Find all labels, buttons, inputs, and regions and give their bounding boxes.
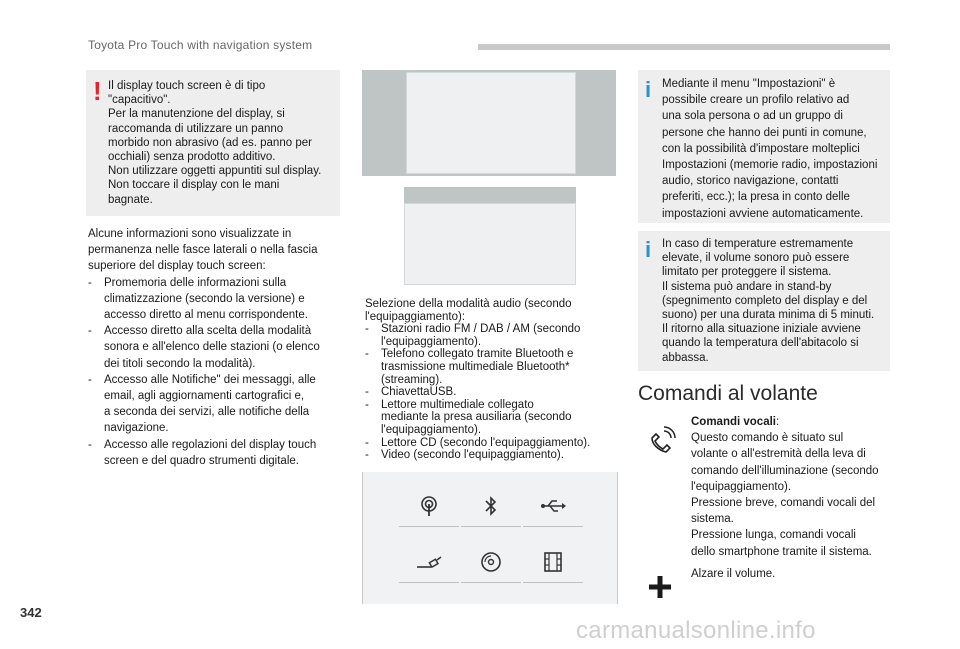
- info-note-profiles: [638, 70, 890, 223]
- list-item: - Accesso diretto alla scelta della modalità sonora e all'elenco delle stazioni (o elenco dei titoli secondo la modalità).: [88, 323, 344, 372]
- list-item: - Promemoria delle informazioni sulla climatizzazione (secondo la versione) e accesso diretto al menu corrispondente.: [88, 275, 344, 324]
- display-illustration-top: [362, 70, 616, 176]
- list-item: - Stazioni radio FM / DAB / AM (secondo l'equipaggiamento).: [365, 323, 615, 348]
- display-info-paragraph: Alcune informazioni sono visualizzate in permanenza nelle fasce laterali o nella fascia superiore del display touch screen: - Promemoria delle informazioni sulla climatizzazione (secondo la versione) e accesso diretto al menu corrispondente. - Accesso diretto alla scelta della modalità sonora e all'elenco delle stazioni (o elenco dei titoli secondo la modalità). - Accesso alle Notifiche" dei messaggi, alle email, agli aggiornamenti cartografici e, a seconda dei servizi, alle notifiche della navigazione. - Accesso alle regolazioni del display touch screen e del quadro strumenti digitale.: [88, 226, 344, 469]
- list-item: - Accesso alle Notifiche" dei messaggi, alle email, agli aggiornamenti cartografici e, a seconda dei servizi, alle notifiche della navigazione.: [88, 372, 344, 437]
- bluetooth-icon: [461, 486, 521, 527]
- voice-command-icon: [646, 424, 678, 461]
- aux-cable-icon: [399, 542, 459, 583]
- list-item: - Accesso alle regolazioni del display touch screen e del quadro strumenti digitale.: [88, 437, 344, 469]
- list-item: - Telefono collegato tramite Bluetooth e trasmissione multimediale Bluetooth* (streaming).: [365, 348, 615, 386]
- info-note-temperature: [638, 231, 890, 371]
- info-icon: i: [645, 237, 652, 262]
- list-item: - Lettore CD (secondo l'equipaggiamento).: [365, 437, 615, 450]
- radio-icon: [399, 486, 459, 527]
- page-number: 342: [20, 605, 42, 620]
- info-text: In caso di temperature estremamente elevate, il volume sonoro può essere limitato per proteggere il sistema. Il sistema può andare in stand-by (spegnimento completo del display e del suono) per una durata minima di 5 minuti. Il ritorno alla situazione iniziale avviene quando la temperatura dell'abitacolo si abbassa.: [662, 238, 875, 364]
- cd-icon: [461, 542, 521, 583]
- audio-mode-list: Selezione della modalità audio (secondo l'equipaggiamento): - Stazioni radio FM / DAB / AM (secondo l'equipaggiamento). - Telefono collegato tramite Bluetooth e trasmissione multimediale Bluetooth* (streaming). - ChiavettaUSB. - Lettore multimediale collegato mediante la presa ausiliaria (secondo l'equipaggiamento). - Lettore CD (secondo l'equipaggiamento). - Video (secondo l'equipaggiamento).: [365, 298, 615, 462]
- warning-text: Il display touch screen è di tipo "capacitivo". Per la manutenzione del display, si raccomanda di utilizzare un panno morbido non abrasivo (ad es. panno per occhiali) senza prodotto additivo. Non utilizzare oggetti appuntiti sul display. Non toccare il display con le mani bagnate.: [108, 80, 322, 206]
- video-film-icon: [523, 542, 583, 583]
- list-item: - Lettore multimediale collegato mediante la presa ausiliaria (secondo l'equipaggiamento).: [365, 399, 615, 437]
- usb-icon: [523, 486, 583, 527]
- list-item: - Video (secondo l'equipaggiamento).: [365, 449, 615, 462]
- header-rule: [478, 44, 890, 50]
- warning-icon: !: [93, 76, 102, 106]
- voice-command-text: Comandi vocali: Questo comando è situato sul volante o all'estremità della leva di comando dell'illuminazione (secondo l'equipaggiamento). Pressione breve, comandi vocali del sistema. Pressione lunga, comandi vocali dello smartphone tramite il sistema.: [691, 416, 879, 558]
- display-screen: [404, 203, 576, 285]
- section-title: Comandi al volante: [638, 382, 818, 405]
- info-icon: i: [645, 77, 652, 102]
- plus-icon: [648, 575, 672, 604]
- info-text: Mediante il menu "Impostazioni" è possibile creare un profilo relativo ad una sola persona o ad un gruppo di persone che hanno dei punti in comune, con la possibilità d'impostare molteplici Impostazioni (memorie radio, impostazioni audio, storico navigazione, contatti preferiti, ecc.); la presa in conto delle impostazioni avviene automaticamente.: [662, 78, 878, 220]
- running-header: Toyota Pro Touch with navigation system: [88, 38, 313, 52]
- display-screen: [406, 72, 576, 174]
- audio-source-icons: [362, 472, 618, 604]
- watermark: carmanualsonline.info: [576, 617, 816, 644]
- volume-up-text: Alzare il volume.: [691, 568, 776, 580]
- list-item: - ChiavettaUSB.: [365, 386, 615, 399]
- warning-note: [86, 70, 340, 216]
- display-illustration-bar: [404, 187, 576, 285]
